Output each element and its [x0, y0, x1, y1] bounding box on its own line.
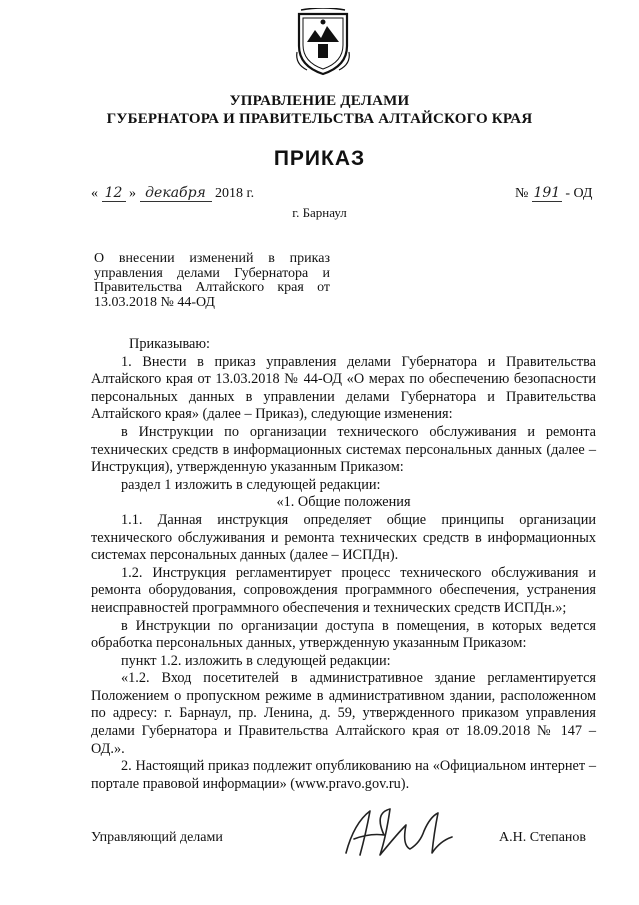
signer-name: А.Н. Степанов	[499, 830, 587, 845]
document-type-title: ПРИКАЗ	[273, 147, 366, 170]
date-close-quote: »	[129, 186, 136, 201]
document-body	[91, 336, 596, 793]
body-paragraph: 2. Настоящий приказ подлежит опубликованию на «Официальном интернет – портале правовой информации» (www.pravo.gov.ru).	[91, 758, 596, 792]
date-open-quote: «	[91, 186, 98, 201]
body-paragraph: пункт 1.2. изложить в следующей редакции:	[121, 652, 391, 669]
handwritten-signature	[340, 803, 460, 861]
city: г. Барнаул	[292, 205, 347, 220]
document-date	[91, 186, 254, 202]
signer-title: Управляющий делами	[91, 830, 223, 845]
body-paragraph: в Инструкции по организации технического обслуживания и ремонта технических средств в информационных системах персональных данных (далее – Инструкция), утвержденную указанным Приказом:	[91, 423, 596, 476]
section-heading: «1. Общие положения	[276, 494, 411, 511]
date-month: декабря	[140, 186, 212, 202]
body-paragraph: в Инструкции по организации доступа в помещения, в которых ведется обработка персональных данных, утвержденную указанным Приказом:	[91, 617, 596, 652]
number-value: 191	[533, 185, 561, 201]
date-day: 12	[102, 186, 126, 202]
body-paragraph: 1. Внести в приказ управления делами Губернатора и Правительства Алтайского края от 13.03.2018 № 44-ОД «О мерах по обеспечению безопасности персональных данных в управлении делами Губернатора и Правительства Алтайского края» (далее – Приказ), следующие изменения:	[91, 353, 596, 423]
organization-name-line1: УПРАВЛЕНИЕ ДЕЛАМИ	[229, 93, 410, 109]
document-number	[515, 186, 592, 202]
organization-name-line2: ГУБЕРНАТОРА И ПРАВИТЕЛЬСТВА АЛТАЙСКОГО КРАЯ	[106, 111, 533, 127]
date-year: 2018 г.	[215, 186, 255, 201]
number-prefix: №	[515, 186, 529, 201]
body-paragraph: 1.2. Инструкция регламентирует процесс технического обслуживания и ремонта оборудования, сопровождения программного обеспечения, устранения неисправностей программного обеспечения и технических средств ИСПДн.»;	[91, 564, 596, 616]
body-paragraph: Приказываю:	[129, 336, 211, 352]
body-paragraph: 1.1. Данная инструкция определяет общие принципы организации технического обслуживания и ремонта технических средств в информационных системах персональных данных (далее – ИСПДн).	[91, 511, 596, 564]
document-subject: О внесении изменений в приказ управления делами Губернатора и Правительства Алтайского края от 13.03.2018 № 44-ОД	[94, 251, 330, 310]
body-paragraph: раздел 1 изложить в следующей редакции:	[121, 476, 381, 493]
coat-of-arms-icon	[293, 8, 353, 76]
number-suffix: - ОД	[565, 186, 593, 201]
body-paragraph: «1.2. Вход посетителей в административное здание регламентируется Положением о пропускном режиме в административном здании, расположенном по адресу: г. Барнаул, пр. Ленина, д. 59, утвержденного приказом управления делами Губернатора и Правительства Алтайского края от 18.09.2018 № 147 – ОД.».	[91, 670, 596, 757]
